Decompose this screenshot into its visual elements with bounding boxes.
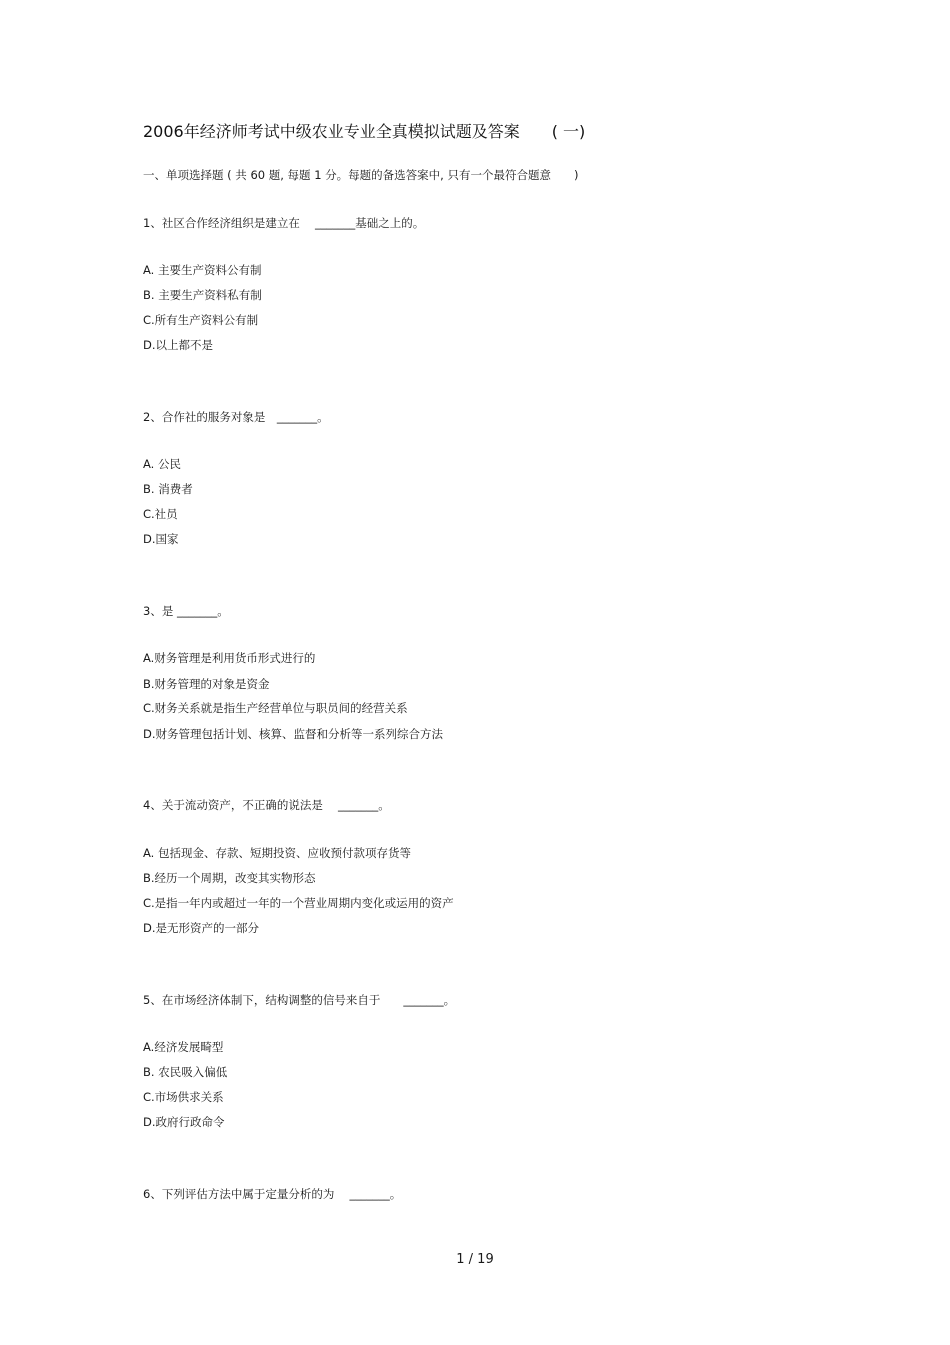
question-4-option-c: C.是指一年内或超过一年的一个营业周期内变化或运用的资产 <box>143 896 454 910</box>
question-2-option-a: A. 公民 <box>143 457 181 471</box>
question-4-option-a: A. 包括现金、存款、短期投资、应收预付款项存货等 <box>143 846 411 860</box>
question-3-option-d: D.财务管理包括计划、核算、监督和分析等一系列综合方法 <box>143 727 444 741</box>
question-3-option-b: B.财务管理的对象是资金 <box>143 677 270 691</box>
question-3-option-a: A.财务管理是利用货币形式进行的 <box>143 651 316 665</box>
question-4-option-d: D.是无形资产的一部分 <box>143 921 260 935</box>
section-heading: 一、单项选择题 ( 共 60 题, 每题 1 分。每题的备选答案中, 只有一个最符合题意 ) <box>143 168 579 182</box>
question-2-option-b: B. 消费者 <box>143 482 193 496</box>
question-2-stem: 2、合作社的服务对象是 _______。 <box>143 410 329 424</box>
question-1-option-b: B. 主要生产资料私有制 <box>143 288 262 302</box>
question-2-option-c: C.社员 <box>143 507 178 521</box>
question-2-option-d: D.国家 <box>143 532 179 546</box>
document-title: 2006年经济师考试中级农业专业全真模拟试题及答案 ( 一) <box>143 122 586 141</box>
question-1-option-c: C.所有生产资料公有制 <box>143 313 259 327</box>
question-5-option-d: D.政府行政命令 <box>143 1115 225 1129</box>
question-5-option-b: B. 农民吸入偏低 <box>143 1065 228 1079</box>
question-6-stem: 6、下列评估方法中属于定量分析的为 _______。 <box>143 1187 402 1201</box>
question-1-option-d: D.以上都不是 <box>143 338 214 352</box>
question-3-option-c: C.财务关系就是指生产经营单位与职员间的经营关系 <box>143 701 408 715</box>
question-3-stem: 3、是 _______。 <box>143 604 229 618</box>
question-5-option-a: A.经济发展畸型 <box>143 1040 224 1054</box>
question-5-option-c: C.市场供求关系 <box>143 1090 224 1104</box>
question-5-stem: 5、在市场经济体制下，结构调整的信号来自于 _______。 <box>143 993 456 1007</box>
page-number: 1 / 19 <box>456 1252 494 1267</box>
question-4-option-b: B.经历一个周期，改变其实物形态 <box>143 871 316 885</box>
question-1-stem: 1、社区合作经济组织是建立在 _______基础之上的。 <box>143 216 425 230</box>
question-1-option-a: A. 主要生产资料公有制 <box>143 263 262 277</box>
question-4-stem: 4、关于流动资产，不正确的说法是 _______。 <box>143 798 390 812</box>
